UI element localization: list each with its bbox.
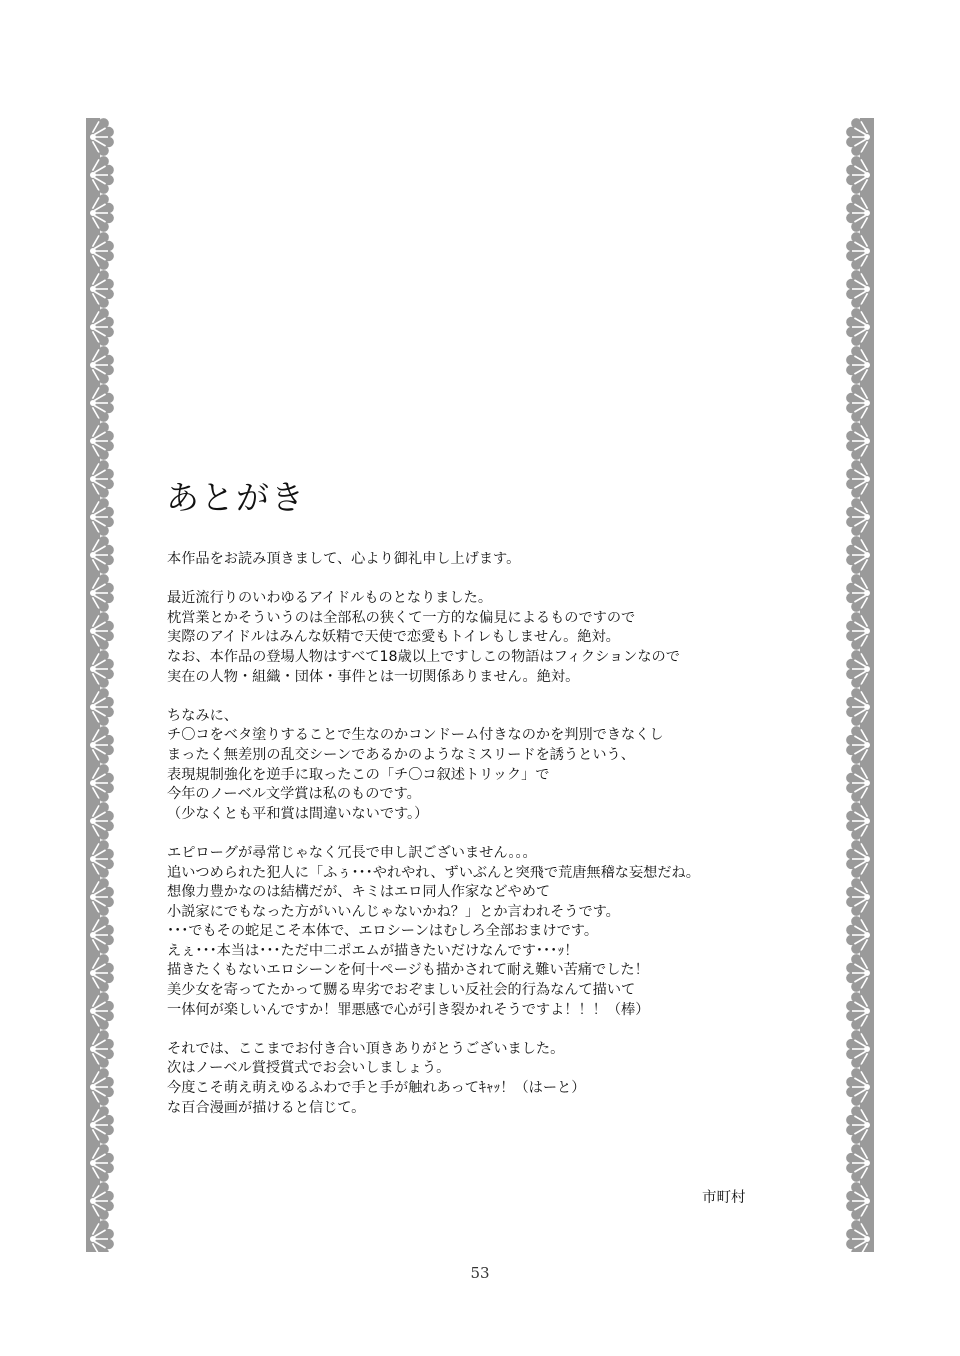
border-scallop — [846, 1215, 870, 1252]
text-line: 今度こそ萌え萌えゆるふわで手と手が触れあってｷｬｯ！（はーと） — [167, 1080, 586, 1097]
text-line: な百合漫画が描けると信じて。 — [167, 1099, 366, 1116]
right-decorative-border — [834, 118, 874, 1252]
text-line: 小説家にでもなった方がいいんじゃないかね？」とか言われそうです。 — [167, 903, 620, 920]
text-line: 実際のアイドルはみんな妖精で天使で恋愛もトイレもしません。絶対。 — [167, 629, 620, 646]
border-stem — [86, 118, 90, 1252]
text-line: 想像力豊かなのは結構だが、キミはエロ同人作家などやめて — [167, 884, 551, 901]
page-number: 53 — [470, 1264, 490, 1282]
text-line: チ〇コをベタ塗りすることで生なのかコンドーム付きなのかを判別できなくし — [167, 727, 664, 744]
text-line: 実在の人物・組織・団体・事件とは一切関係ありません。絶対。 — [167, 668, 580, 685]
text-line: 一体何が楽しいんですか！罪悪感で心が引き裂かれそうですよ！！！（棒） — [167, 1001, 650, 1018]
text-line: なお、本作品の登場人物はすべて18歳以上ですしこの物語はフィクションなので — [167, 648, 680, 665]
paragraph — [167, 550, 807, 570]
text-line: 描きたくもないエロシーンを何十ページも描かされて耐え難い苦痛でした！ — [167, 962, 649, 979]
text-line: まったく無差別の乱交シーンであるかのようなミスリードを誘うという、 — [167, 746, 635, 763]
text-line: 次はノーベル賞授賞式でお会いしましょう。 — [167, 1060, 451, 1077]
text-line: 追いつめられた犯人に「ふぅ･･･やれやれ、ずいぶんと突飛で荒唐無稽な妄想だね。 — [167, 864, 700, 881]
page-title: あとがき — [166, 478, 306, 517]
paragraph — [167, 707, 807, 825]
paragraph — [167, 589, 807, 687]
text-line: ちなみに、 — [167, 707, 238, 724]
text-line: 本作品をお読み頂きまして、心より御礼申し上げます。 — [167, 551, 521, 567]
text-line: 表現規制強化を逆手に取ったこの「チ〇コ叙述トリック」で — [167, 766, 550, 783]
paragraph — [167, 844, 807, 1020]
author-signature: 市町村 — [702, 1190, 746, 1206]
paragraph — [167, 1040, 807, 1118]
text-line: エピローグが尋常じゃなく冗長で申し訳ございません。。。 — [167, 844, 537, 861]
scalloped-fan-border-icon — [834, 118, 874, 1252]
text-line: 美少女を寄ってたかって嬲る卑劣でおぞましい反社会的行為なんて描いて — [167, 982, 636, 999]
text-line: （少なくとも平和賞は間違いないです。） — [167, 805, 429, 822]
border-stem — [870, 118, 874, 1252]
text-line: それでは、ここまでお付き合い頂きありがとうございました。 — [167, 1040, 565, 1057]
scalloped-fan-border-icon — [86, 118, 126, 1252]
text-line: 枕営業とかそういうのは全部私の狭くて一方的な偏見によるものですので — [167, 609, 636, 626]
left-decorative-border — [86, 118, 126, 1252]
border-scallop — [90, 1215, 114, 1252]
text-line: ･･･でもその蛇足こそ本体で、エロシーンはむしろ全部おまけです。 — [167, 923, 599, 940]
text-line: 今年のノーベル文学賞は私のものです。 — [167, 786, 421, 803]
text-line: 最近流行りのいわゆるアイドルものとなりました。 — [167, 590, 493, 607]
text-line: えぇ･･･本当は･･･ただ中二ポエムが描きたいだけなんです･･･ｯ！ — [167, 942, 579, 959]
afterword-body — [167, 550, 807, 1138]
